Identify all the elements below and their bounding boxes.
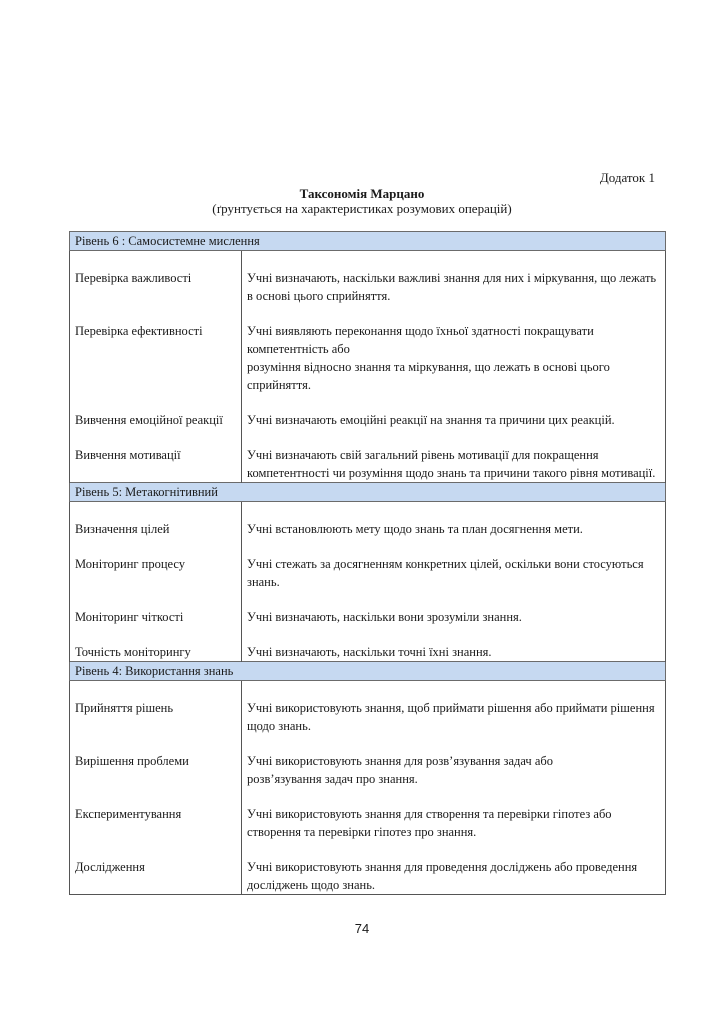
description-line: Учні виявляють переконання щодо їхньої здатності покращувати компетентність або <box>247 324 594 356</box>
level-header-row <box>70 662 666 681</box>
description-line: Учні встановлюють мету щодо знань та план досягнення мети. <box>247 522 583 536</box>
operation-description <box>242 429 666 483</box>
operation-description <box>242 681 666 736</box>
taxonomy-table-body <box>70 232 666 895</box>
operation-name: Експериментування <box>70 788 242 841</box>
table-row <box>70 394 666 429</box>
description-line: Учні визначають, наскільки важливі знання для них і міркування, що лежать в основі цього сприйняття. <box>247 271 657 303</box>
table-row <box>70 251 666 306</box>
operation-name: Вирішення проблеми <box>70 735 242 788</box>
page-number: 74 <box>354 921 370 936</box>
operation-description <box>242 251 666 306</box>
table-row <box>70 429 666 483</box>
operation-description <box>242 394 666 429</box>
operation-name: Перевірка важливості <box>70 251 242 306</box>
description-line: Учні визначають, наскільки точні їхні знання. <box>247 645 492 659</box>
operation-name: Визначення цілей <box>70 502 242 539</box>
operation-description <box>242 538 666 591</box>
operation-name: Моніторинг процесу <box>70 538 242 591</box>
operation-name: Дослідження <box>70 841 242 895</box>
operation-description <box>242 788 666 841</box>
level-header: Рівень 4: Використання знань <box>70 662 666 681</box>
table-row <box>70 735 666 788</box>
table-row <box>70 538 666 591</box>
level-header: Рівень 5: Метакогнітивний <box>70 483 666 502</box>
operation-name: Перевірка ефективності <box>70 305 242 394</box>
description-line: Учні використовують знання, щоб приймати рішення або приймати рішення щодо знань. <box>247 701 655 733</box>
table-row <box>70 681 666 736</box>
operation-name: Моніторинг чіткості <box>70 591 242 626</box>
operation-name: Вивчення мотивації <box>70 429 242 483</box>
description-line: Учні визначають емоційні реакції на знання та причини цих реакцій. <box>247 413 615 427</box>
operation-description <box>242 735 666 788</box>
description-line: Учні стежать за досягненням конкретних цілей, оскільки вони стосуються знань. <box>247 557 644 589</box>
table-row <box>70 591 666 626</box>
level-header-row <box>70 483 666 502</box>
operation-description <box>242 591 666 626</box>
description-line: Учні визначають, наскільки вони зрозуміли знання. <box>247 610 522 624</box>
operation-name: Прийняття рішень <box>70 681 242 736</box>
operation-description <box>242 841 666 895</box>
table-row <box>70 841 666 895</box>
level-header: Рівень 6 : Самосистемне мислення <box>70 232 666 251</box>
operation-description <box>242 626 666 662</box>
operation-name: Точність моніторингу <box>70 626 242 662</box>
operation-description <box>242 502 666 539</box>
description-line: Учні використовують знання для проведення досліджень або проведення досліджень щодо знань. <box>247 860 638 892</box>
description-line: розуміння відносно знання та міркування, що лежать в основі цього сприйняття. <box>247 360 610 392</box>
table-row <box>70 788 666 841</box>
table-row <box>70 626 666 662</box>
description-line: Учні використовують знання для створення та перевірки гіпотез або створення та перевірки гіпотез про знання. <box>247 807 612 839</box>
level-header-row <box>70 232 666 251</box>
table-row <box>70 305 666 394</box>
document-title: Таксономія Марцано <box>299 186 425 201</box>
description-line: розв’язування задач про знання. <box>247 772 418 786</box>
description-line: Учні визначають свій загальний рівень мотивації для покращення компетентності чи розуміння щодо знань та причини такого рівня мотивації. <box>247 448 656 480</box>
taxonomy-table <box>69 231 666 895</box>
appendix-label: Додаток 1 <box>599 170 655 185</box>
description-line: Учні використовують знання для розв’язування задач або <box>247 754 554 768</box>
operation-description <box>242 305 666 394</box>
operation-name: Вивчення емоційної реакції <box>70 394 242 429</box>
document-subtitle: (ґрунтується на характеристиках розумових операцій) <box>212 201 512 216</box>
table-row <box>70 502 666 539</box>
